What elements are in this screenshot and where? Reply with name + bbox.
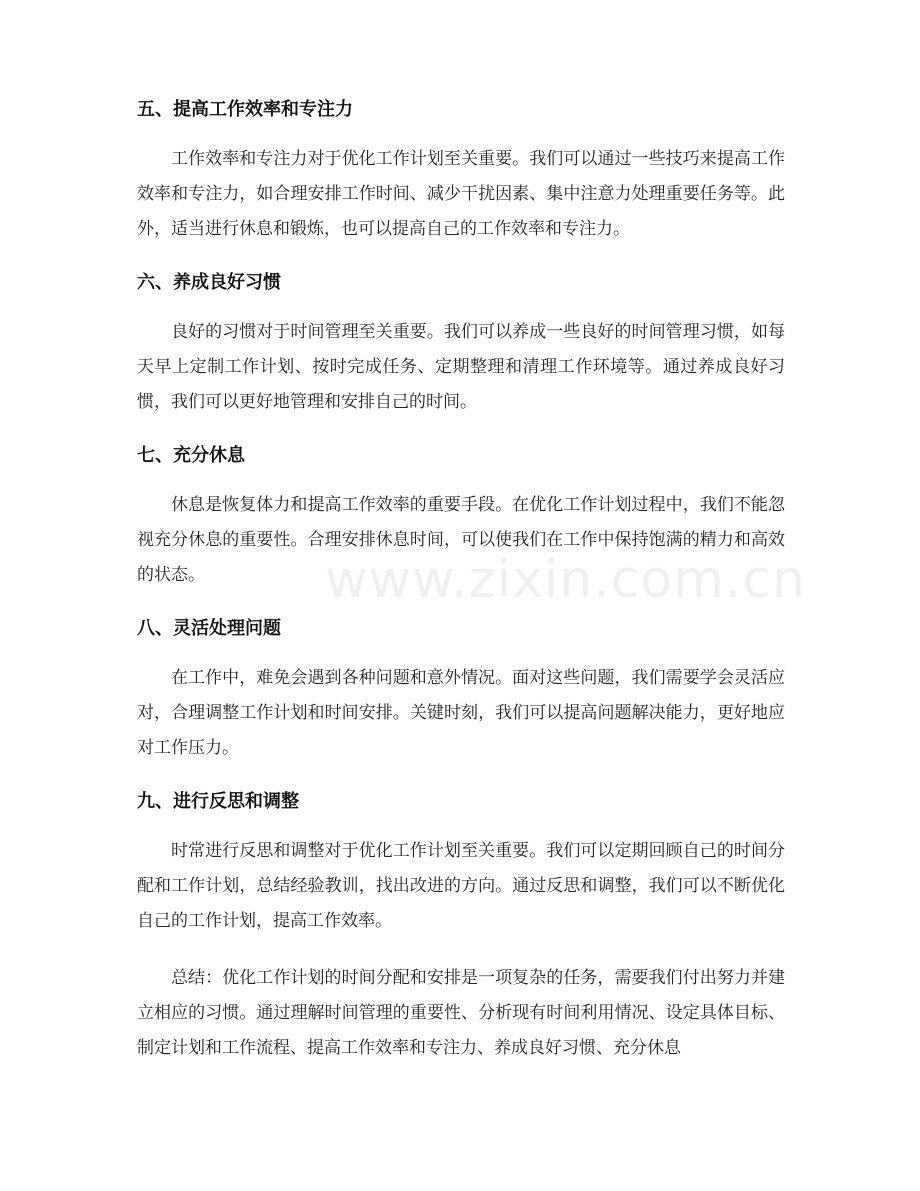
- section-7: [137, 442, 785, 593]
- section-6: [137, 269, 785, 420]
- section-body: 在工作中，难免会遇到各种问题和意外情况。面对这些问题，我们需要学会灵活应对，合理调整工作计划和时间安排。关键时刻，我们可以提高问题解决能力，更好地应对工作压力。: [137, 668, 785, 758]
- section-heading: 七、充分休息: [137, 445, 245, 466]
- section-body: 工作效率和专注力对于优化工作计划至关重要。我们可以通过一些技巧来提高工作效率和专注力，如合理安排工作时间、减少干扰因素、集中注意力处理重要任务等。此外，适当进行休息和锻炼，也可以提高自己的工作效率和专注力。: [137, 149, 785, 239]
- section-heading: 五、提高工作效率和专注力: [137, 99, 353, 120]
- section-body: 良好的习惯对于时间管理至关重要。我们可以养成一些良好的时间管理习惯，如每天早上定制工作计划、按时完成任务、定期整理和清理工作环境等。通过养成良好习惯，我们可以更好地管理和安排自己的时间。: [137, 322, 785, 412]
- section-body: 休息是恢复体力和提高工作效率的重要手段。在优化工作计划过程中，我们不能忽视充分休息的重要性。合理安排休息时间，可以使我们在工作中保持饱满的精力和高效的状态。: [137, 495, 785, 585]
- section-5: [137, 96, 785, 247]
- summary-paragraph: 总结：优化工作计划的时间分配和安排是一项复杂的任务，需要我们付出努力并建立相应的习惯。通过理解时间管理的重要性、分析现有时间利用情况、设定具体目标、制定计划和工作流程、提高工作效率和专注力、养成良好习惯、充分休息: [137, 968, 785, 1058]
- section-heading: 六、养成良好习惯: [137, 272, 281, 293]
- section-body: 时常进行反思和调整对于优化工作计划至关重要。我们可以定期回顾自己的时间分配和工作计划，总结经验教训，找出改进的方向。通过反思和调整，我们可以不断优化自己的工作计划，提高工作效率。: [137, 841, 785, 931]
- watermark: www.zixin.com.cn: [325, 550, 806, 610]
- section-heading: 九、进行反思和调整: [137, 791, 299, 812]
- section-heading: 八、灵活处理问题: [137, 618, 281, 639]
- section-8: [137, 615, 785, 766]
- section-9: [137, 788, 785, 939]
- document-page: [137, 96, 785, 1088]
